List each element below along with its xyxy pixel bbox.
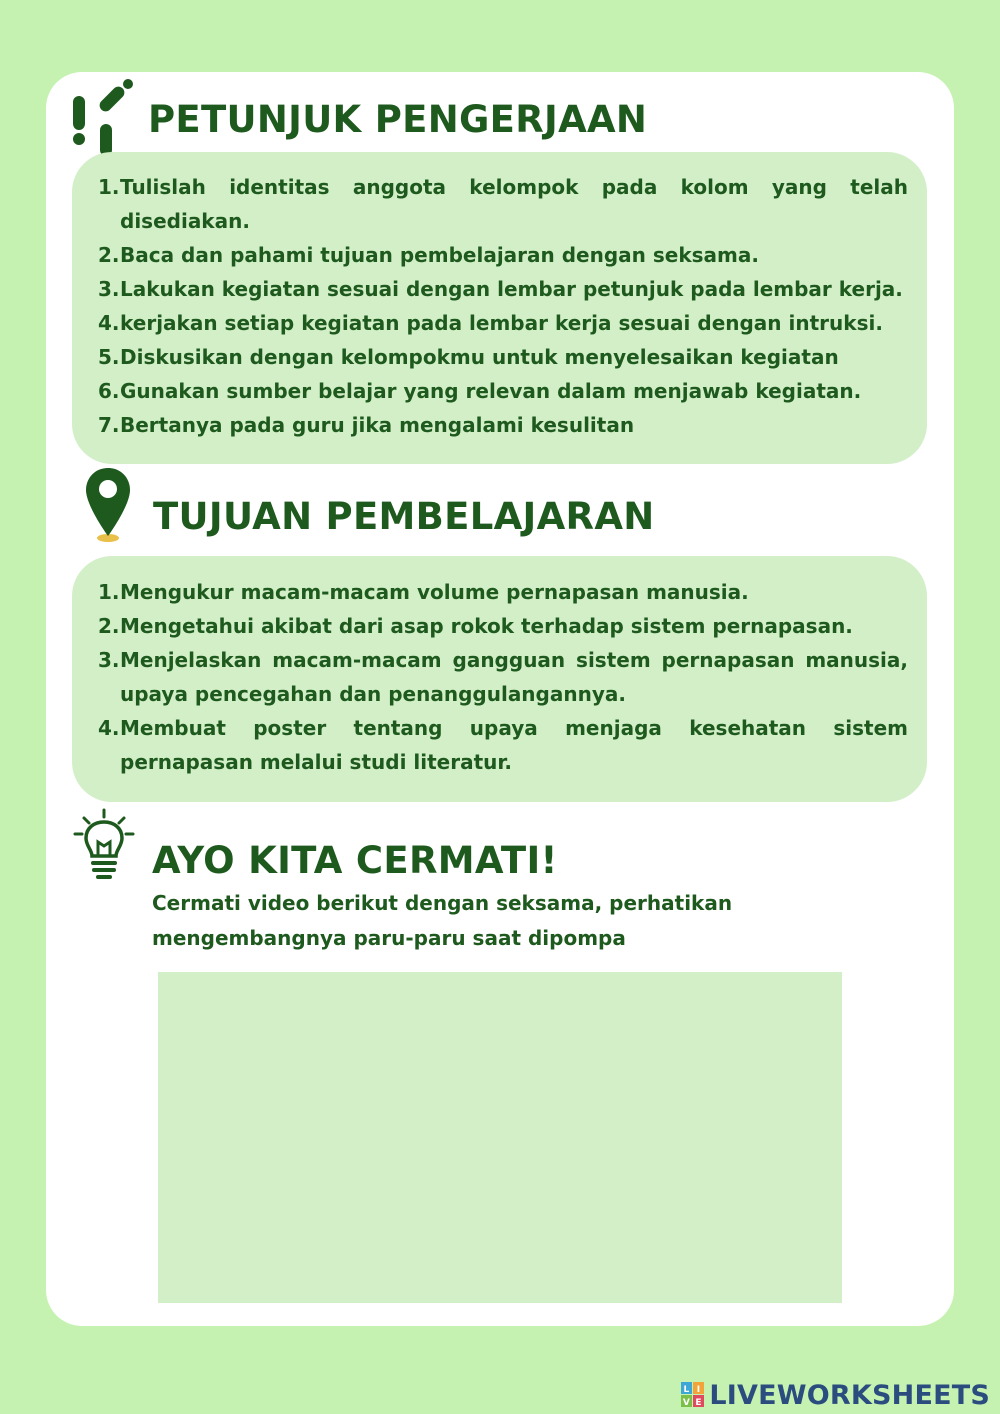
list-item: 4. kerjakan setiap kegiatan pada lembar kerja sesuai dengan intruksi. <box>98 311 883 335</box>
list-item: 2. Mengetahui akibat dari asap rokok terhadap sistem pernapasan. <box>98 614 853 638</box>
list-item: 5. Diskusikan dengan kelompokmu untuk menyelesaikan kegiatan <box>98 345 839 369</box>
liveworksheets-logo-icon <box>681 1382 705 1408</box>
list-item: 1. Mengukur macam-macam volume pernapasan manusia. <box>98 580 749 604</box>
petunjuk-title: PETUNJUK PENGERJAAN <box>148 98 648 141</box>
cermati-title: AYO KITA CERMATI! <box>152 839 558 882</box>
list-item: 7. Bertanya pada guru jika mengalami kesulitan <box>98 413 635 437</box>
tujuan-list <box>98 575 908 779</box>
lightbulb-icon <box>72 808 136 888</box>
svg-text:L: L <box>683 1385 690 1395</box>
list-item: 4. Membuat poster tentang upaya menjaga kesehatan sistem pernapasan melalui studi literatur. <box>98 716 908 774</box>
list-item: 6. Gunakan sumber belajar yang relevan dalam menjawab kegiatan. <box>98 379 862 403</box>
tujuan-title: TUJUAN PEMBELAJARAN <box>153 495 655 538</box>
list-item: 3. Lakukan kegiatan sesuai dengan lembar petunjuk pada lembar kerja. <box>98 277 903 301</box>
svg-text:E: E <box>695 1398 703 1408</box>
cermati-subtitle: Cermati video berikut dengan seksama, perhatikan mengembangnya paru-paru saat dipompa <box>152 891 733 950</box>
list-item: 2. Baca dan pahami tujuan pembelajaran dengan seksama. <box>98 243 759 267</box>
petunjuk-list <box>98 170 908 442</box>
location-pin-icon <box>84 466 132 544</box>
video-placeholder[interactable] <box>158 972 842 1303</box>
brand-name: LIVEWORKSHEETS <box>709 1379 990 1411</box>
liveworksheets-brand <box>681 1380 990 1410</box>
list-item: 3. Menjelaskan macam-macam gangguan sistem pernapasan manusia, upaya pencegahan dan penanggulangannya. <box>98 648 908 706</box>
svg-text:V: V <box>683 1398 691 1408</box>
list-item: 1. Tulislah identitas anggota kelompok pada kolom yang telah disediakan. <box>98 175 908 233</box>
svg-text:I: I <box>697 1385 701 1395</box>
